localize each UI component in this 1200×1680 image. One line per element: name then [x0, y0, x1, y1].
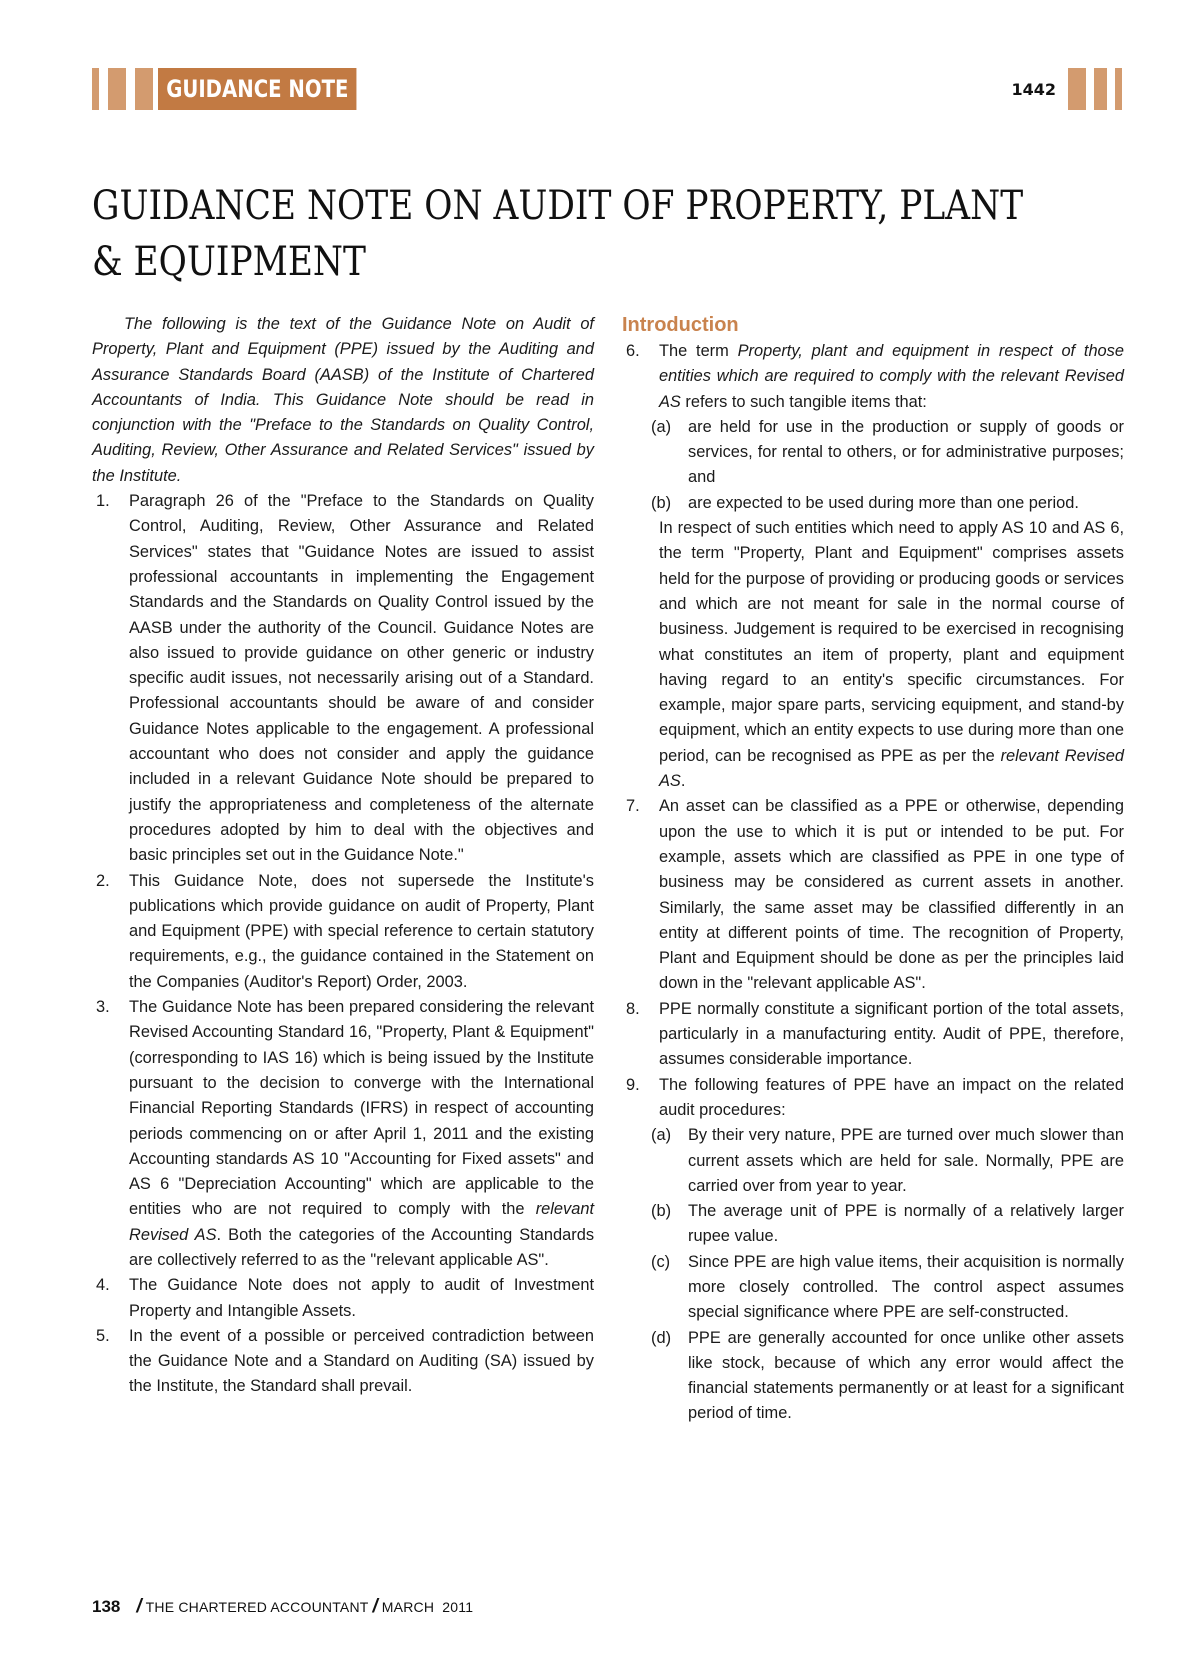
italic-term: relevant Revised AS [129, 1200, 594, 1244]
paragraph-number: 2. [96, 871, 110, 890]
paragraph-number: 9. [626, 1075, 640, 1094]
sub-item-9d [622, 1326, 1124, 1427]
title-line-1: GUIDANCE NOTE ON AUDIT OF PROPERTY, PLANT [92, 183, 1024, 229]
sub-item-label: (b) [651, 493, 672, 512]
paragraph-text: An asset can be classified as a PPE or otherwise, depending upon the use to which it is put or intended to be put. For example, assets which are classified as PPE in one type of business may be considered as current assets in another. Similarly, the same asset may be classified differently in an entity at different points of time. The recognition of Property, Plant and Equipment should be done as per the principles laid down in the "relevant applicable AS". [659, 797, 1124, 993]
footer-page-number: 138 [92, 1597, 121, 1616]
sub-item-9b [622, 1199, 1124, 1250]
sub-item-label: (b) [651, 1202, 672, 1221]
header-page-number-band [1011, 68, 1122, 110]
section-label-badge: GUIDANCE NOTE [158, 68, 357, 110]
sub-item-label: (c) [651, 1252, 671, 1271]
sub-item-label: (a) [651, 1126, 672, 1145]
paragraph-number: 4. [96, 1276, 110, 1295]
sub-item-9c [622, 1250, 1124, 1326]
sub-item-text: The average unit of PPE is normally of a relatively larger rupee value. [688, 1202, 1124, 1246]
decorative-bar [1068, 68, 1086, 110]
sub-item-text: Since PPE are high value items, their acquisition is normally more closely controlled. The control aspect assumes special significance where PPE are self-constructed. [688, 1252, 1124, 1322]
page-footer [92, 1596, 473, 1618]
sub-item-label: (d) [651, 1328, 672, 1347]
paragraph-text: . Both the categories of the Accounting Standards are collectively referred to as the "relevant applicable AS". [129, 1225, 595, 1269]
paragraph-number: 6. [626, 342, 640, 360]
sub-item-text: PPE are generally accounted for once unlike other assets like stock, because of which any error would affect the financial statements permanently or at least for a significant period of time. [688, 1328, 1124, 1423]
decorative-bar [92, 68, 99, 110]
sub-item-text: are expected to be used during more than one period. [688, 493, 1079, 512]
paragraph-number: 3. [96, 998, 110, 1017]
numbered-paragraph-8 [622, 997, 1124, 1073]
header-section-band [92, 68, 400, 110]
paragraph-number: 8. [626, 999, 640, 1018]
numbered-paragraph-9 [622, 1073, 1124, 1124]
numbered-paragraph-4 [92, 1273, 594, 1324]
paragraph-text: The Guidance Note has been prepared considering the relevant Revised Accounting Standard 16, "Property, Plant & Equipment" (corresponding to IAS 16) which is being issued by the Institute pursuant to the decision to converge with the International Financial Reporting Standards (IFRS) in respect of accounting periods commencing on or after April 1, 2011 and the existing Accounting standards AS 10 "Accounting for Fixed assets" and AS 6 "Depreciation Accounting" which are applicable to the entities who are not required to comply with the [129, 998, 594, 1219]
numbered-paragraph-1 [92, 489, 594, 868]
paragraph-text: This Guidance Note, does not supersede the Institute's publications which provide guidance on audit of Property, Plant and Equipment (PPE) with special reference to certain statutory requirements, e.g., the guidance contained in the Statement on the Companies (Auditor's Report) Order, 2003. [129, 871, 594, 991]
decorative-bar [1115, 68, 1122, 110]
paragraph-text: In the event of a possible or perceived contradiction between the Guidance Note and a Standard on Auditing (SA) issued by the Institute, the Standard shall prevail. [129, 1326, 594, 1396]
sub-item-label: (a) [651, 417, 672, 436]
sub-item-text: are held for use in the production or supply of goods or services, for rental to others, or for administrative purposes; and [688, 417, 1124, 487]
paragraph-number: 7. [626, 797, 640, 816]
paragraph-text: The Guidance Note does not apply to audit of Investment Property and Intangible Assets. [129, 1276, 594, 1320]
paragraph-text: Paragraph 26 of the "Preface to the Standards on Quality Control, Auditing, Review, Other Assurance and Related Services" states that "Guidance Notes are issued to assist professional accountants in implementing the Engagement Standards and the Standards on Quality Control issued by the AASB under the authority of the Council. Guidance Notes are also issued to provide guidance on other generic or industry specific audit issues, not necessarily arising out of a Standard. Professional accountants should be aware of and consider Guidance Notes applicable to the engagement. A professional accountant who does not consider and apply the guidance included in a relevant Guidance Note should be prepared to justify the appropriateness and completeness of the alternate procedures adopted by him to deal with the objectives and basic principles set out in the Guidance Note." [129, 492, 594, 865]
italic-term: Property, plant and equipment in respect of those entities which are required to comply with the relevant Revised AS [659, 342, 1124, 411]
sub-item-9a [622, 1123, 1124, 1199]
footer-separator: / [136, 1596, 142, 1617]
left-column [92, 312, 594, 1400]
paragraph-number: 5. [96, 1326, 110, 1345]
paragraph-text: . [680, 772, 686, 791]
page-number-top: 1442 [1011, 79, 1056, 99]
paragraph-text: PPE normally constitute a significant portion of the total assets, particularly in a manufacturing entity. Audit of PPE, therefore, assumes considerable importance. [659, 999, 1124, 1069]
decorative-bar [108, 68, 126, 110]
numbered-paragraph-5 [92, 1324, 594, 1400]
footer-separator: / [372, 1596, 378, 1617]
paragraph-text: In respect of such entities which need to apply AS 10 and AS 6, the term "Property, Plant and Equipment" comprises assets held for the purpose of providing or producing goods or services and which are not meant for sale in the normal course of business. Judgement is required to be exercised in recognising what constitutes an item of property, plant and equipment having regard to an entity's specific circumstances. For example, major spare parts, servicing equipment, and stand-by equipment, which an entity expects to use during more than one period, can be recognised as PPE as per the [659, 519, 1124, 765]
right-column [622, 312, 1124, 1427]
sub-item-6a [622, 415, 1124, 491]
paragraph-text: The term [659, 342, 738, 360]
paragraph-6-continuation [622, 516, 1124, 794]
page-title [92, 178, 1103, 290]
sub-item-6b [622, 491, 1124, 516]
numbered-paragraph-3 [92, 995, 594, 1273]
numbered-paragraph-2 [92, 869, 594, 995]
numbered-paragraph-7 [622, 794, 1124, 996]
intro-paragraph: The following is the text of the Guidance Note on Audit of Property, Plant and Equipment (PPE) issued by the Auditing and Assurance Standards Board (AASB) of the Institute of Chartered Accountants of India. This Guidance Note should be read in conjunction with the "Preface to the Standards on Quality Control, Auditing, Review, Other Assurance and Related Services" issued by the Institute. [92, 315, 594, 485]
decorative-bar [135, 68, 153, 110]
paragraph-text: The following features of PPE have an impact on the related audit procedures: [659, 1075, 1124, 1119]
numbered-paragraph-6 [622, 339, 1124, 415]
decorative-bar [1094, 68, 1107, 110]
footer-publication: THE CHARTERED ACCOUNTANT [145, 1599, 369, 1615]
paragraph-text: refers to such tangible items that: [680, 392, 927, 411]
italic-term: relevant Revised AS [659, 746, 1124, 791]
paragraph-number: 1. [96, 492, 110, 511]
sub-item-text: By their very nature, PPE are turned over much slower than current assets which are held for sale. Normally, PPE are carried over from year to year. [688, 1126, 1124, 1195]
title-line-2: & EQUIPMENT [92, 239, 366, 285]
footer-issue-date: MARCH 2011 [381, 1599, 474, 1615]
section-heading-introduction: Introduction [622, 314, 739, 336]
